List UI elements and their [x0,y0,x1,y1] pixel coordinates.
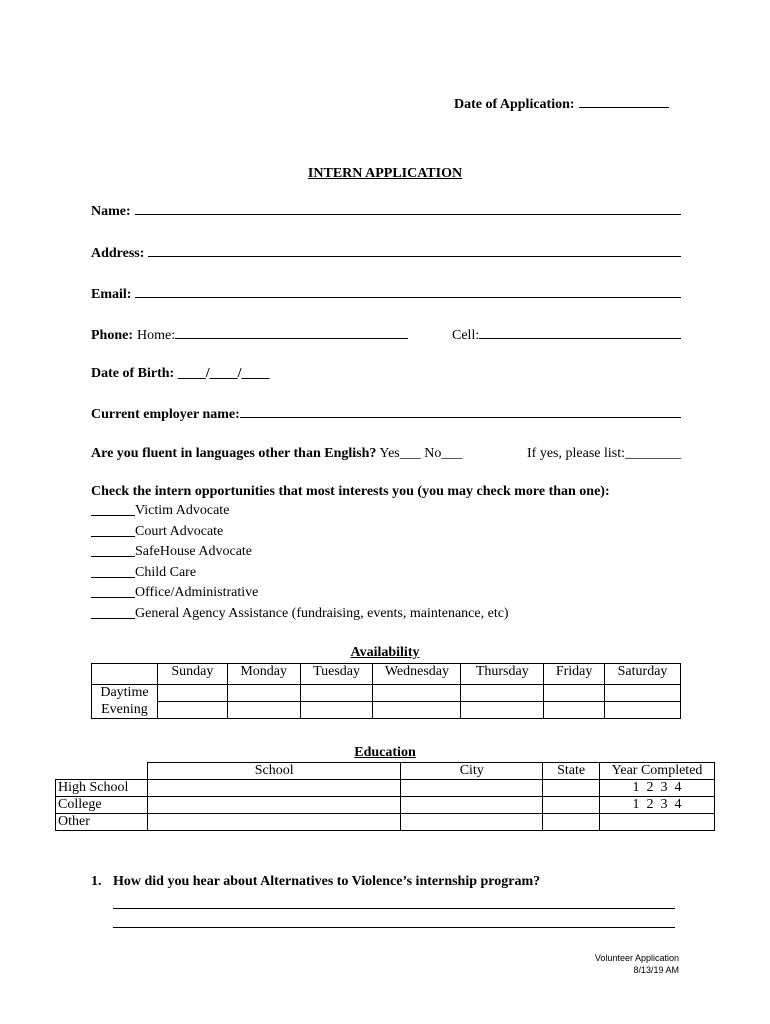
education-col-header: School [147,763,401,780]
availability-day-header: Saturday [605,664,681,685]
footer-line-1: Volunteer Application [594,953,679,963]
phone-label: Phone: [91,328,133,343]
opportunity-item [91,604,509,625]
date-of-birth-label: Date of Birth: [91,366,175,381]
education-cell[interactable] [401,797,543,814]
question-1-text: How did you hear about Alternatives to Violence’s internship program? [113,874,541,889]
employer-field[interactable] [240,404,681,418]
education-heading: Education [354,745,416,760]
opportunity-label: Child Care [135,564,197,580]
education-row-label: College [56,797,148,814]
opportunities-list [91,501,509,624]
opportunities-heading: Check the intern opportunities that most interests you (you may check more than one): [91,484,610,499]
availability-cell[interactable] [157,685,227,702]
languages-row [91,446,681,462]
name-field[interactable] [135,201,681,215]
page-title-text: INTERN APPLICATION [307,166,463,181]
availability-day-header: Friday [544,664,605,685]
page-title [0,166,770,182]
education-corner [56,763,148,780]
availability-cell[interactable] [227,685,300,702]
availability-cell[interactable] [227,702,300,719]
date-of-application [454,94,669,113]
education-row-label: Other [56,814,148,831]
education-col-header: Year Completed [600,763,715,780]
footer [595,952,679,976]
date-of-birth-row [91,366,269,382]
availability-cell[interactable] [300,685,373,702]
opportunity-checkbox[interactable] [91,563,135,578]
availability-cell[interactable] [300,702,373,719]
name-row [91,201,681,220]
question-1-answer-line[interactable] [113,908,675,909]
opportunity-item [91,563,509,584]
education-cell[interactable] [543,780,600,797]
employer-row [91,404,681,423]
education-row-label: High School [56,780,148,797]
date-of-application-field[interactable] [579,94,669,108]
education-table [55,762,715,831]
opportunity-checkbox[interactable] [91,501,135,516]
date-of-application-label: Date of Application: [454,97,575,112]
opportunity-label: SafeHouse Advocate [135,544,253,559]
opportunity-checkbox[interactable] [91,604,135,619]
education-cell[interactable] [543,814,600,831]
email-field[interactable] [135,284,681,298]
opportunity-checkbox[interactable] [91,583,135,598]
availability-row-label: Daytime [92,685,158,702]
education-cell[interactable] [147,797,401,814]
availability-table [91,663,681,719]
availability-cell[interactable] [544,702,605,719]
availability-cell[interactable] [605,702,681,719]
question-1 [91,874,540,890]
availability-cell[interactable] [157,702,227,719]
address-field[interactable] [148,243,681,257]
availability-row-label: Evening [92,702,158,719]
availability-cell[interactable] [461,702,544,719]
availability-day-header: Wednesday [373,664,461,685]
phone-cell-label: Cell: [452,328,480,343]
address-label: Address: [91,246,145,261]
phone-cell-field[interactable] [479,325,681,339]
languages-no[interactable]: No___ [424,446,463,461]
education-cell[interactable] [401,780,543,797]
languages-yes[interactable]: Yes___ [379,446,421,461]
availability-day-header: Thursday [461,664,544,685]
phone-home-field[interactable] [175,325,408,339]
education-col-header: City [401,763,543,780]
opportunity-item [91,542,509,563]
education-cell[interactable] [147,780,401,797]
education-year-options[interactable]: 1 2 3 4 [600,780,715,797]
education-col-header: State [543,763,600,780]
question-1-answer-line[interactable] [113,927,675,928]
email-row [91,284,681,303]
education-cell[interactable] [401,814,543,831]
availability-day-header: Sunday [157,664,227,685]
footer-line-2: 8/13/19 AM [633,965,679,975]
address-row [91,243,681,262]
availability-corner [92,664,158,685]
phone-home-label: Home: [137,328,176,343]
availability-cell[interactable] [605,685,681,702]
opportunity-item [91,583,509,604]
availability-cell[interactable] [373,702,461,719]
date-of-birth-field[interactable]: ____/____/____ [177,366,270,381]
availability-cell[interactable] [544,685,605,702]
email-label: Email: [91,287,132,302]
opportunity-label: Victim Advocate [135,503,230,518]
opportunity-checkbox[interactable] [91,542,135,557]
availability-cell[interactable] [461,685,544,702]
opportunity-label: General Agency Assistance (fundraising, events, maintenance, etc) [135,605,509,621]
education-year-options[interactable]: 1 2 3 4 [600,797,715,814]
availability-heading: Availability [350,645,420,660]
phone-row [91,325,408,344]
availability-cell[interactable] [373,685,461,702]
languages-list[interactable]: If yes, please list:________ [527,446,681,461]
education-year-options[interactable] [600,814,715,831]
opportunity-item [91,501,509,522]
name-label: Name: [91,204,131,219]
availability-day-header: Monday [227,664,300,685]
opportunity-checkbox[interactable] [91,522,135,537]
languages-question: Are you fluent in languages other than English? [91,446,377,461]
question-1-number: 1. [91,874,102,889]
availability-day-header: Tuesday [300,664,373,685]
phone-cell-row [452,325,681,344]
education-cell[interactable] [543,797,600,814]
opportunity-label: Court Advocate [135,523,224,539]
employer-label: Current employer name: [91,407,240,422]
education-cell[interactable] [147,814,401,831]
opportunity-label: Office/Administrative [135,585,259,600]
opportunity-item [91,522,509,543]
